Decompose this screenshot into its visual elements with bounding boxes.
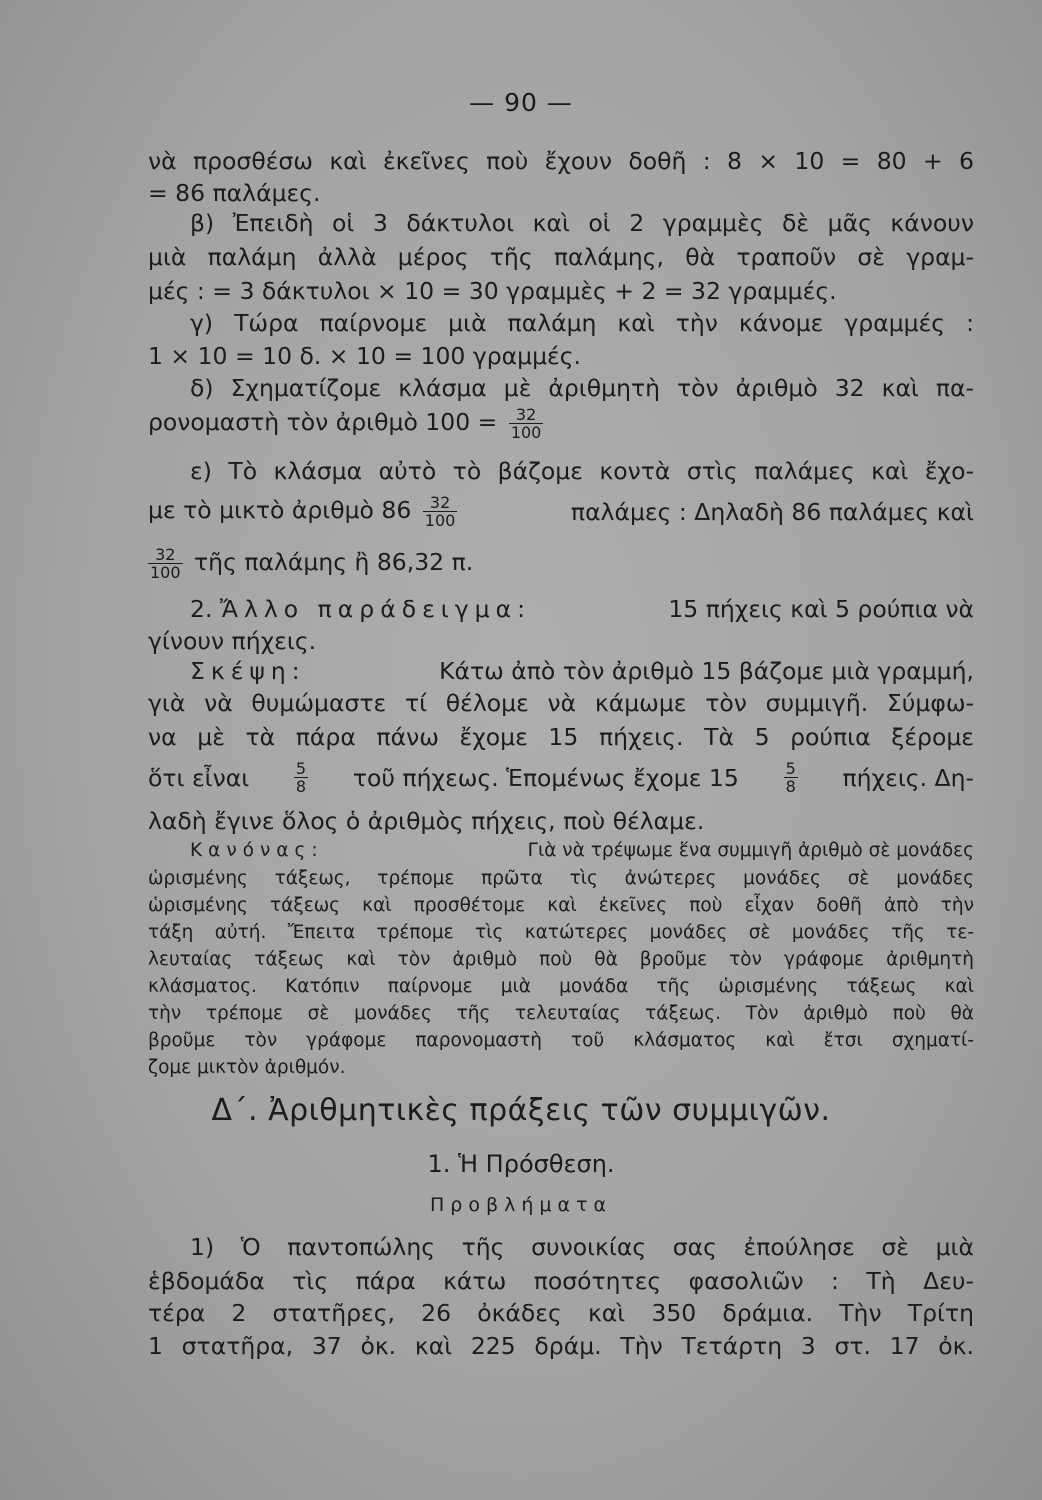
text-line: νὰ προσθέσω καὶ ἐκεῖνες ποὺ ἔχουν δοθῆ : 8 × 10 = 80 + 6 (148, 147, 974, 175)
fraction-numerator: 32 (509, 406, 544, 424)
example-label-group (190, 594, 531, 624)
line-text: με τὸ μικτὸ ἀριθμὸ 86 (148, 496, 412, 524)
text-line: δ) Σχηματίζομε κλάσμα μὲ ἀριθμητὴ τὸν ἀριθμὸ 32 καὶ πα- (190, 374, 974, 402)
fraction-numerator: 5 (785, 759, 796, 778)
fraction-5-8 (784, 760, 798, 795)
fraction-numerator: 32 (423, 494, 458, 512)
line-text: Κάτω ἀπὸ τὸν ἀριθμὸ 15 βάζομε μιὰ γραμμή, (439, 657, 974, 685)
text-line-with-fraction (148, 760, 974, 795)
fraction-denominator: 8 (785, 777, 796, 796)
fraction-32-100 (148, 546, 183, 581)
text-line: γιὰ νὰ θυμώμαστε τί θέλομε νὰ κάμωμε τὸν συμμιγῆ. Σύμφω- (148, 689, 974, 717)
thought-label: Σκέψη: (190, 657, 306, 685)
rule-line: κλάσματος. Κατόπιν παίρνομε μιὰ μονάδα τῆς ὡρισμένης τάξεως καὶ (148, 976, 974, 997)
problem-line: τέρα 2 στατῆρες, 26 ὀκάδες καὶ 350 δράμια. Τὴν Τρίτη (148, 1299, 974, 1327)
rule-line: ὡρισμένης τάξεως καὶ προσθέτομε καὶ ἐκεῖνες ποὺ εἶχαν δοθῆ ἀπὸ τὴν (148, 895, 974, 916)
line-text: παλάμες : Δηλαδὴ 86 παλάμες καὶ (570, 497, 974, 526)
rule-line: βροῦμε τὸν γράφομε παρονομαστὴ τοῦ κλάσματος καὶ ἔτσι σχηματί- (148, 1030, 974, 1051)
text-line: μές : = 3 δάκτυλοι × 10 = 30 γραμμὲς + 2 = 32 γραμμές. (148, 277, 837, 305)
example-line (148, 594, 974, 624)
text-line: ε) Τὸ κλάσμα αὐτὸ τὸ βάζομε κοντὰ στὶς παλάμες καὶ ἔχο- (190, 457, 974, 485)
rule-text: Γιὰ νὰ τρέψωμε ἕνα συμμιγῆ ἀριθμὸ σὲ μονάδες (527, 840, 974, 861)
fraction-32-100 (423, 494, 458, 529)
rule-line (148, 838, 974, 864)
rule-label: Κανόνας: (190, 840, 324, 861)
fraction-denominator: 8 (295, 777, 307, 796)
line-text: ὅτι εἶναι (148, 763, 250, 792)
rule-line: ὡρισμένης τάξεως, τρέπομε πρῶτα τὶς ἀνώτερες μονάδες σὲ μονάδες (148, 868, 974, 889)
fraction-numerator: 32 (148, 546, 183, 564)
problem-line: 1) Ὁ παντοπώλης τῆς συνοικίας σας ἐπούλησε σὲ μιὰ (190, 1233, 974, 1261)
text-line: λαδὴ ἔγινε ὅλος ὁ ἀριθμὸς πήχεις, ποὺ θέλαμε. (148, 807, 705, 835)
line-text: τοῦ πήχεως. Ἑπομένως ἔχομε 15 (352, 763, 739, 792)
text-line: = 86 παλάμες. (148, 179, 321, 207)
text-line-with-fraction (148, 406, 974, 441)
rule-line: τάξη αὐτή. Ἔπειτα τρέπομε τὶς κατώτερες μονάδες σὲ μονάδες τῆς τε- (148, 922, 974, 943)
text-line: μιὰ παλάμη ἀλλὰ μέρος τῆς παλάμης, θὰ τραποῦν σὲ γραμ- (148, 243, 974, 271)
fraction-32-100 (509, 406, 544, 441)
fraction-denominator: 100 (510, 423, 542, 442)
rule-line: τὴν τρέπομε σὲ μονάδες τῆς τελευταίας τάξεως. Τὸν ἀριθμὸ ποὺ θὰ (148, 1003, 974, 1024)
text-line: να μὲ τὰ πάρα πάνω ἔχομε 15 πήχεις. Τὰ 5 ρούπια ξέρομε (148, 723, 974, 751)
line-text: ρονομαστὴ τὸν ἀριθμὸ 100 = (148, 408, 498, 436)
section-subheading: 1. Ἡ Πρόσθεση. (427, 1150, 615, 1178)
text-line: γίνουν πήχεις. (148, 627, 317, 655)
text-line: β) Ἐπειδὴ οἱ 3 δάκτυλοι καὶ οἱ 2 γραμμὲς δὲ μᾶς κάνουν (190, 209, 974, 237)
rule-line: ζομε μικτὸν ἀριθμόν. (148, 1057, 346, 1078)
problem-line: 1 στατῆρα, 37 ὀκ. καὶ 225 δράμ. Τὴν Τετάρτη 3 στ. 17 ὀκ. (148, 1332, 974, 1360)
problem-line: ἑβδομάδα τὶς πάρα κάτω ποσότητες φασολιῶν : Τὴ Δευ- (148, 1267, 974, 1295)
line-text: πήχεις. Δη- (842, 763, 974, 792)
rule-line: λευταίας τάξεως καὶ τὸν ἀριθμὸ ποὺ θὰ βροῦμε τὸν γράφομε ἀριθμητὴ (148, 949, 974, 970)
fraction-denominator: 100 (424, 511, 456, 530)
problems-label: Προβλήματα (430, 1194, 612, 1216)
example-label: Ἄλλο παράδειγμα: (219, 595, 531, 623)
text-line: γ) Τώρα παίρνομε μιὰ παλάμη καὶ τὴν κάνομε γραμμές : (190, 309, 974, 337)
fraction-denominator: 100 (150, 563, 181, 582)
line-text: τῆς παλάμης ἢ 86,32 π. (194, 548, 474, 576)
section-heading: Δ΄. Ἀριθμητικὲς πράξεις τῶν συμμιγῶν. (211, 1093, 831, 1128)
text-line: 1 × 10 = 10 δ. × 10 = 100 γραμμές. (148, 342, 582, 370)
line-text: 15 πήχεις καὶ 5 ρούπια νὰ (668, 595, 974, 623)
mixed-number-group (148, 494, 461, 529)
page-number: — 90 — (469, 88, 573, 117)
fraction-numerator: 5 (295, 759, 307, 778)
text-line-with-fraction (148, 546, 974, 581)
fraction-5-8 (294, 760, 308, 795)
thought-line (148, 656, 974, 686)
text-line-with-fraction (148, 494, 974, 529)
example-number: 2. (190, 595, 213, 623)
